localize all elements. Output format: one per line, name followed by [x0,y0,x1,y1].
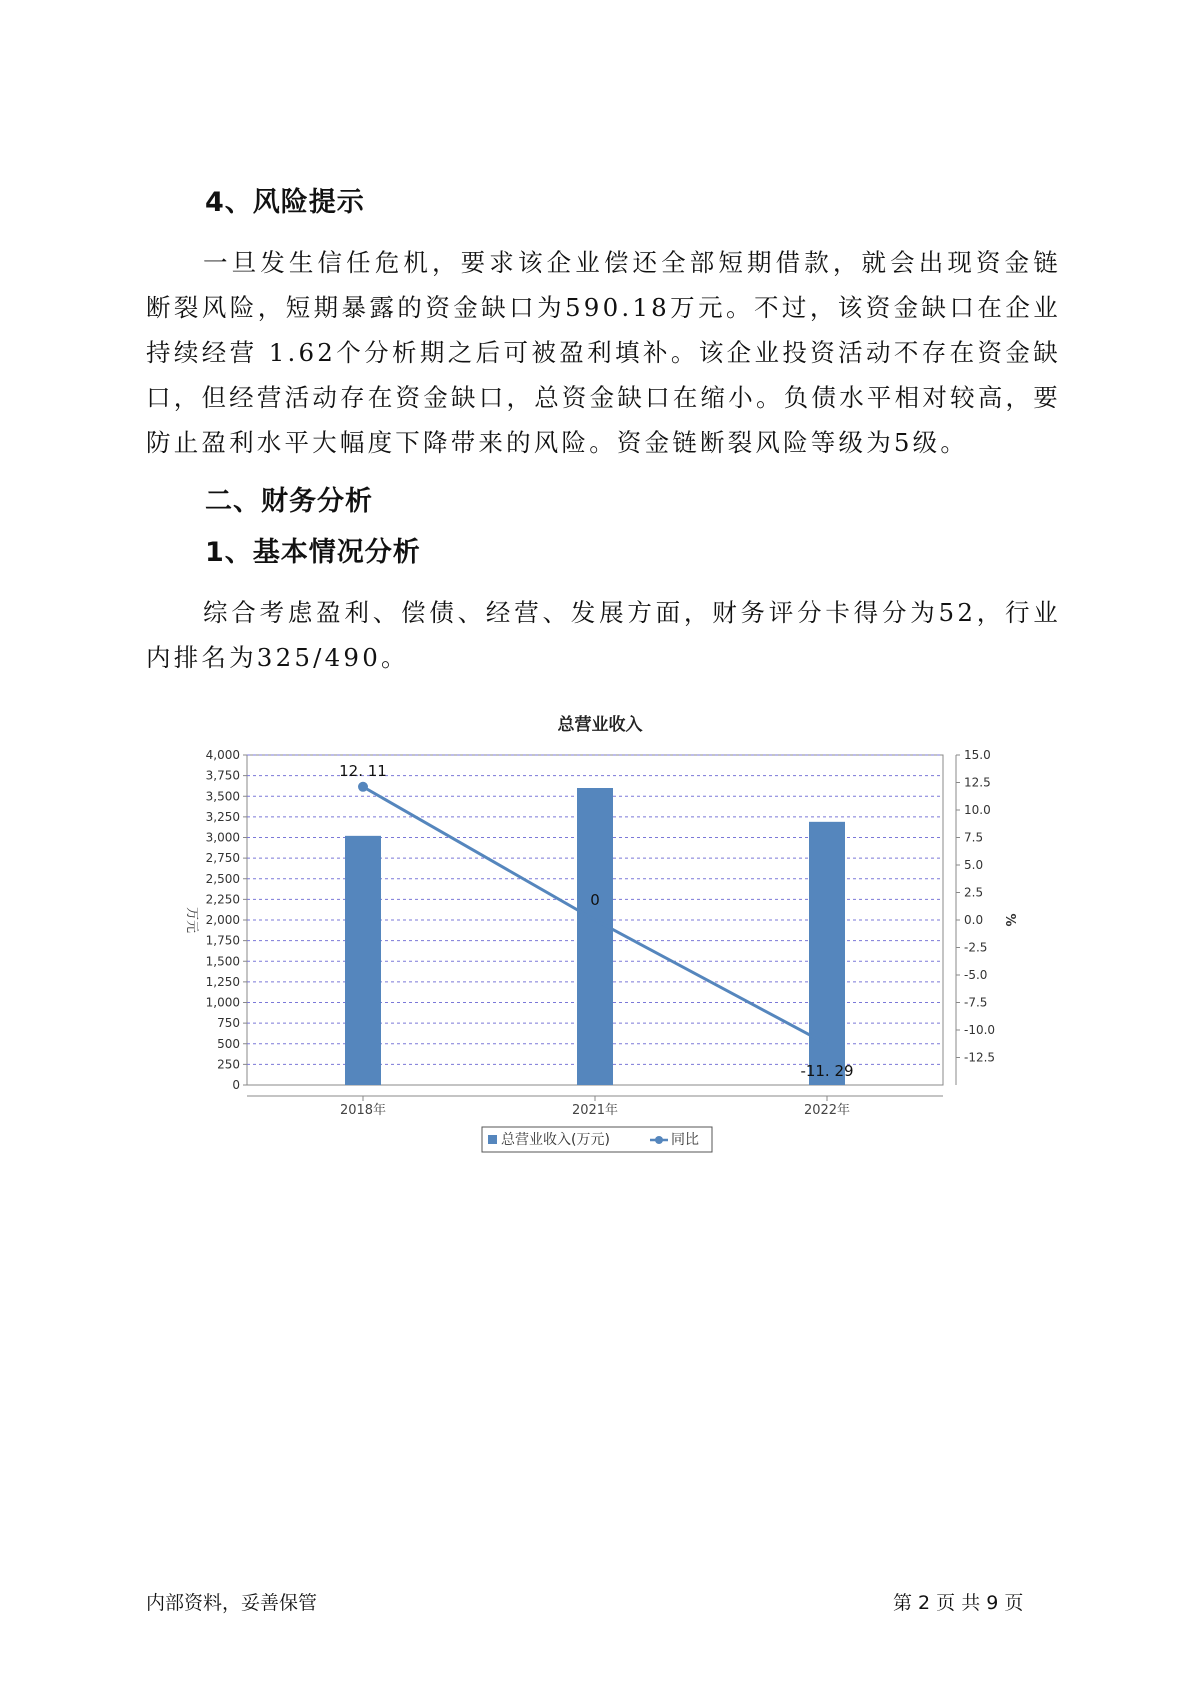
section4-title: 4、风险提示 [205,187,365,218]
line-point-label: 0 [590,891,600,909]
bar [809,822,845,1085]
x-tick-label: 2018年 [339,1103,387,1118]
y2-tick-label: -10.0 [964,1023,996,1037]
legend-bar-swatch [488,1135,497,1144]
y2-axis-label: % [1002,913,1017,927]
line-point [358,782,368,792]
bar [577,788,613,1085]
y2-tick-label: -2.5 [964,940,988,955]
line-point-label: 12. 11 [339,761,387,780]
y-axis-label: 万元 [184,906,199,934]
revenue-chart [170,700,1030,1170]
y-tick-label: 2,750 [205,851,240,866]
chart-title: 总营业收入 [557,715,643,735]
y-tick-label: 4,000 [205,748,240,762]
y2-tick-label: 7.5 [964,830,984,845]
y-tick-label: 3,750 [205,768,240,783]
left-axis-ticks [206,748,247,1092]
legend [482,1127,712,1152]
bar [345,836,381,1085]
right-axis-ticks [956,748,995,1065]
y-tick-label: 1,750 [205,933,240,948]
y2-tick-label: 12.5 [964,775,991,790]
y2-tick-label: 2.5 [964,885,984,900]
line-point-label: -11. 29 [800,1062,854,1081]
y-tick-label: 3,250 [205,809,240,824]
y-tick-label: 0 [232,1078,240,1092]
x-tick-label: 2022年 [803,1103,851,1118]
y-tick-label: 500 [217,1036,240,1051]
y-tick-label: 1,250 [205,974,240,989]
y-tick-label: 750 [217,1016,240,1031]
section1-paragraph: 综合考虑盈利、偿债、经营、发展方面，财务评分卡得分为52，行业内排名为325/490。 [146,598,1061,672]
y-tick-label: 2,000 [205,913,240,927]
legend-line-label: 同比 [671,1132,699,1148]
x-tick-label: 2021年 [571,1103,619,1118]
y2-tick-label: 0.0 [964,913,984,927]
section1-title: 1、基本情况分析 [205,537,421,568]
y2-tick-label: 5.0 [964,858,984,872]
legend-bar-label: 总营业收入(万元) [501,1132,610,1148]
y2-tick-label: -5.0 [964,968,988,982]
y-tick-label: 250 [217,1057,240,1072]
y-tick-label: 1,000 [205,995,240,1010]
y-tick-label: 3,500 [205,789,240,804]
y-tick-label: 1,500 [205,954,240,969]
legend-line-marker [655,1136,663,1144]
y2-tick-label: -12.5 [964,1050,996,1065]
y2-tick-label: 10.0 [964,803,991,817]
part2-title: 二、财务分析 [205,486,373,517]
footer-note: 内部资料，妥善保管 [146,1592,318,1614]
y2-tick-label: 15.0 [964,748,991,762]
section4-paragraph: 一旦发生信任危机，要求该企业偿还全部短期借款，就会出现资金链断裂风险，短期暴露的资金缺口为590.18万元。不过，该资金缺口在企业持续经营 1.62个分析期之后可被盈利填补。该企业投资活动不存在资金缺口，但经营活动存在资金缺口，总资金缺口在缩小。负债水平相对较高，要防止盈利水平大幅度下降带来的风险。资金链断裂风险等级为5级。 [146,248,1061,457]
page-number: 第 2 页 共 9 页 [893,1592,1024,1614]
y-tick-label: 3,000 [205,830,240,845]
y2-tick-label: -7.5 [964,995,988,1010]
x-axis-ticks [340,1096,850,1118]
y-tick-label: 2,250 [205,892,240,907]
y-tick-label: 2,500 [205,871,240,886]
